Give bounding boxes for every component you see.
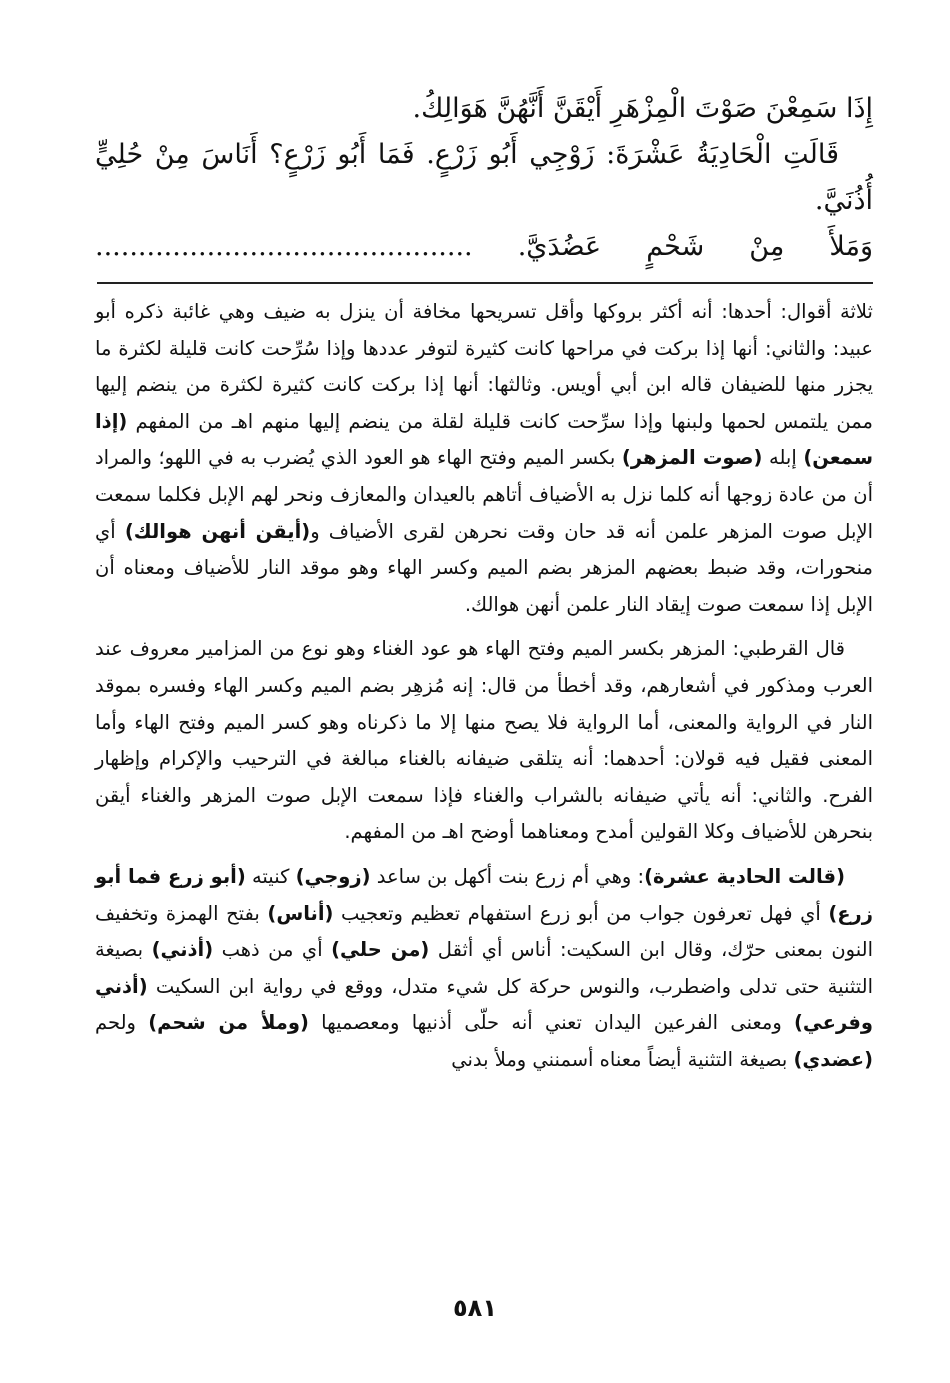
quoted-term: (إذا سمعن) (95, 409, 874, 470)
commentary-paragraph-2: قال القرطبي: المزهر بكسر الميم وفتح الهاء هو عود الغناء وهو نوع من المزامير معروف عند العرب ومذكور في أشعارهم، وقد أخطأ من قال: إنه مُزهِر بضم الميم وكسر الهاء وفسره بموقد النار في الرواية والمعنى، أما الرواية فلا يصح منها إلا ما ذكرناه وهو كسر الميم وفتح الهاء وأما المعنى فقيل فيه قولان: أحدهما: أنه يتلقى ضيفانه بالغناء مبالغة في الترحيب والإكرام وإظهار الفرح. والثاني: أنه يأتي ضيفانه بالشراب والغناء فإذا سمعت الإبل صوت المزهر والغناء أيقن بنحرهن للأضياف وكلا القولين أمدح ومعناهما أوضح اهـ من المفهم. (95, 637, 873, 844)
quoted-term: (أبو زرع فما أبو زرع) (95, 864, 873, 925)
quoted-term: (عضدي) (793, 1047, 873, 1071)
hadith-line-1: إِذَا سَمِعْنَ صَوْتَ الْمِزْهَرِ أَيْقَنَّ أَنَّهُنَّ هَوَالِكُ. (412, 93, 873, 124)
quoted-term: (أذني) (151, 938, 214, 962)
quoted-term: (أيقن أنهن هوالك) (124, 519, 311, 543)
page-number: ٥٨١ (453, 1294, 497, 1322)
quoted-term: (قالت الحادية عشرة) (644, 864, 845, 888)
hadith-text (95, 86, 873, 270)
hadith-line-3 (95, 224, 873, 270)
continuation-dots: ............................................ (95, 231, 473, 262)
commentary-paragraph-1: ثلاثة أقوال: أحدها: أنه أكثر بروكها وأقل تسريحها مخافة أن ينزل به ضيف وهي غائبة ذكره أبو عبيد: والثاني: أنها إذا بركت في مراحها كانت كثيرة لتوفر عددها وإذا سُرِّحت كانت قليلة لكثرة ما يجزر منها للضيفان قاله ابن أبي أويس. وثالثها: أنها إذا بركت كانت كثيرة لكثرة من ينضم إليها ممن يلتمس لحمها ولبنها وإذا سرِّحت كانت قليلة لقلة من ينضم إليها منهم اهـ من المفهم (إذا سمعن) إبله (صوت المزهر) بكسر الميم وفتح الهاء هو العود الذي يُضرب به في اللهو؛ والمراد أن من عادة زوجها أنه كلما نزل به الأضياف أتاهم بالعيدان والمعازف ونحر لهم الإبل فكلما سمعت الإبل صوت المزهر علمن أنه قد حان وقت نحرهن لقرى الأضياف و(أيقن أنهن هوالك) أي منحورات، وقد ضبط بعضهم المزهر بضم الميم وكسر الهاء وهو موقد النار للأضياف ومعناه أن الإبل إذا سمعت صوت إيقاد النار علمن أنهن هوالك. (95, 300, 874, 616)
hadith-line-2: قَالَتِ الْحَادِيَةُ عَشْرَةَ: زَوْجِي أَبُو زَرْعٍ. فَمَا أَبُو زَرْعٍ؟ أَنَاسَ مِنْ حُلِيٍّ أُذُنَيَّ. (95, 139, 873, 216)
commentary (95, 294, 873, 1086)
commentary-paragraph-3: (قالت الحادية عشرة): وهي أم زرع بنت أكهل بن ساعد (زوجي) كنيته (أبو زرع فما أبو زرع) أي فهل تعرفون جواب من أبو زرع استفهام تعظيم وتعجيب (أناس) بفتح الهمزة وتخفيف النون بمعنى حرّك، وقال ابن السكيت: أناس أي أثقل (من حلي) أي من ذهب (أذني) بصيغة التثنية حتى تدلى واضطرب، والنوس حركة كل شيء متدل، ووقع في رواية ابن السكيت (أذني وفرعي) ومعنى الفرعين اليدان تعني أنه حلّى أذنيها ومعصميها (وملأ من شحم) ولحم (عضدي) بصيغة التثنية أيضاً معناه أسمنني وملأ بدني (95, 864, 873, 1071)
quoted-term: (من حلي) (331, 938, 430, 962)
quoted-term: (صوت المزهر) (621, 446, 763, 470)
quoted-term: (زوجي) (295, 864, 371, 888)
quoted-term: (أناس) (267, 901, 334, 925)
quoted-term: (أذني وفرعي) (95, 974, 873, 1035)
separator-line (97, 282, 873, 284)
hadith-line-3-text: وَمَلأَ مِنْ شَحْمٍ عَضُدَيَّ. (517, 231, 873, 262)
quoted-term: (وملأ من شحم) (148, 1011, 309, 1035)
